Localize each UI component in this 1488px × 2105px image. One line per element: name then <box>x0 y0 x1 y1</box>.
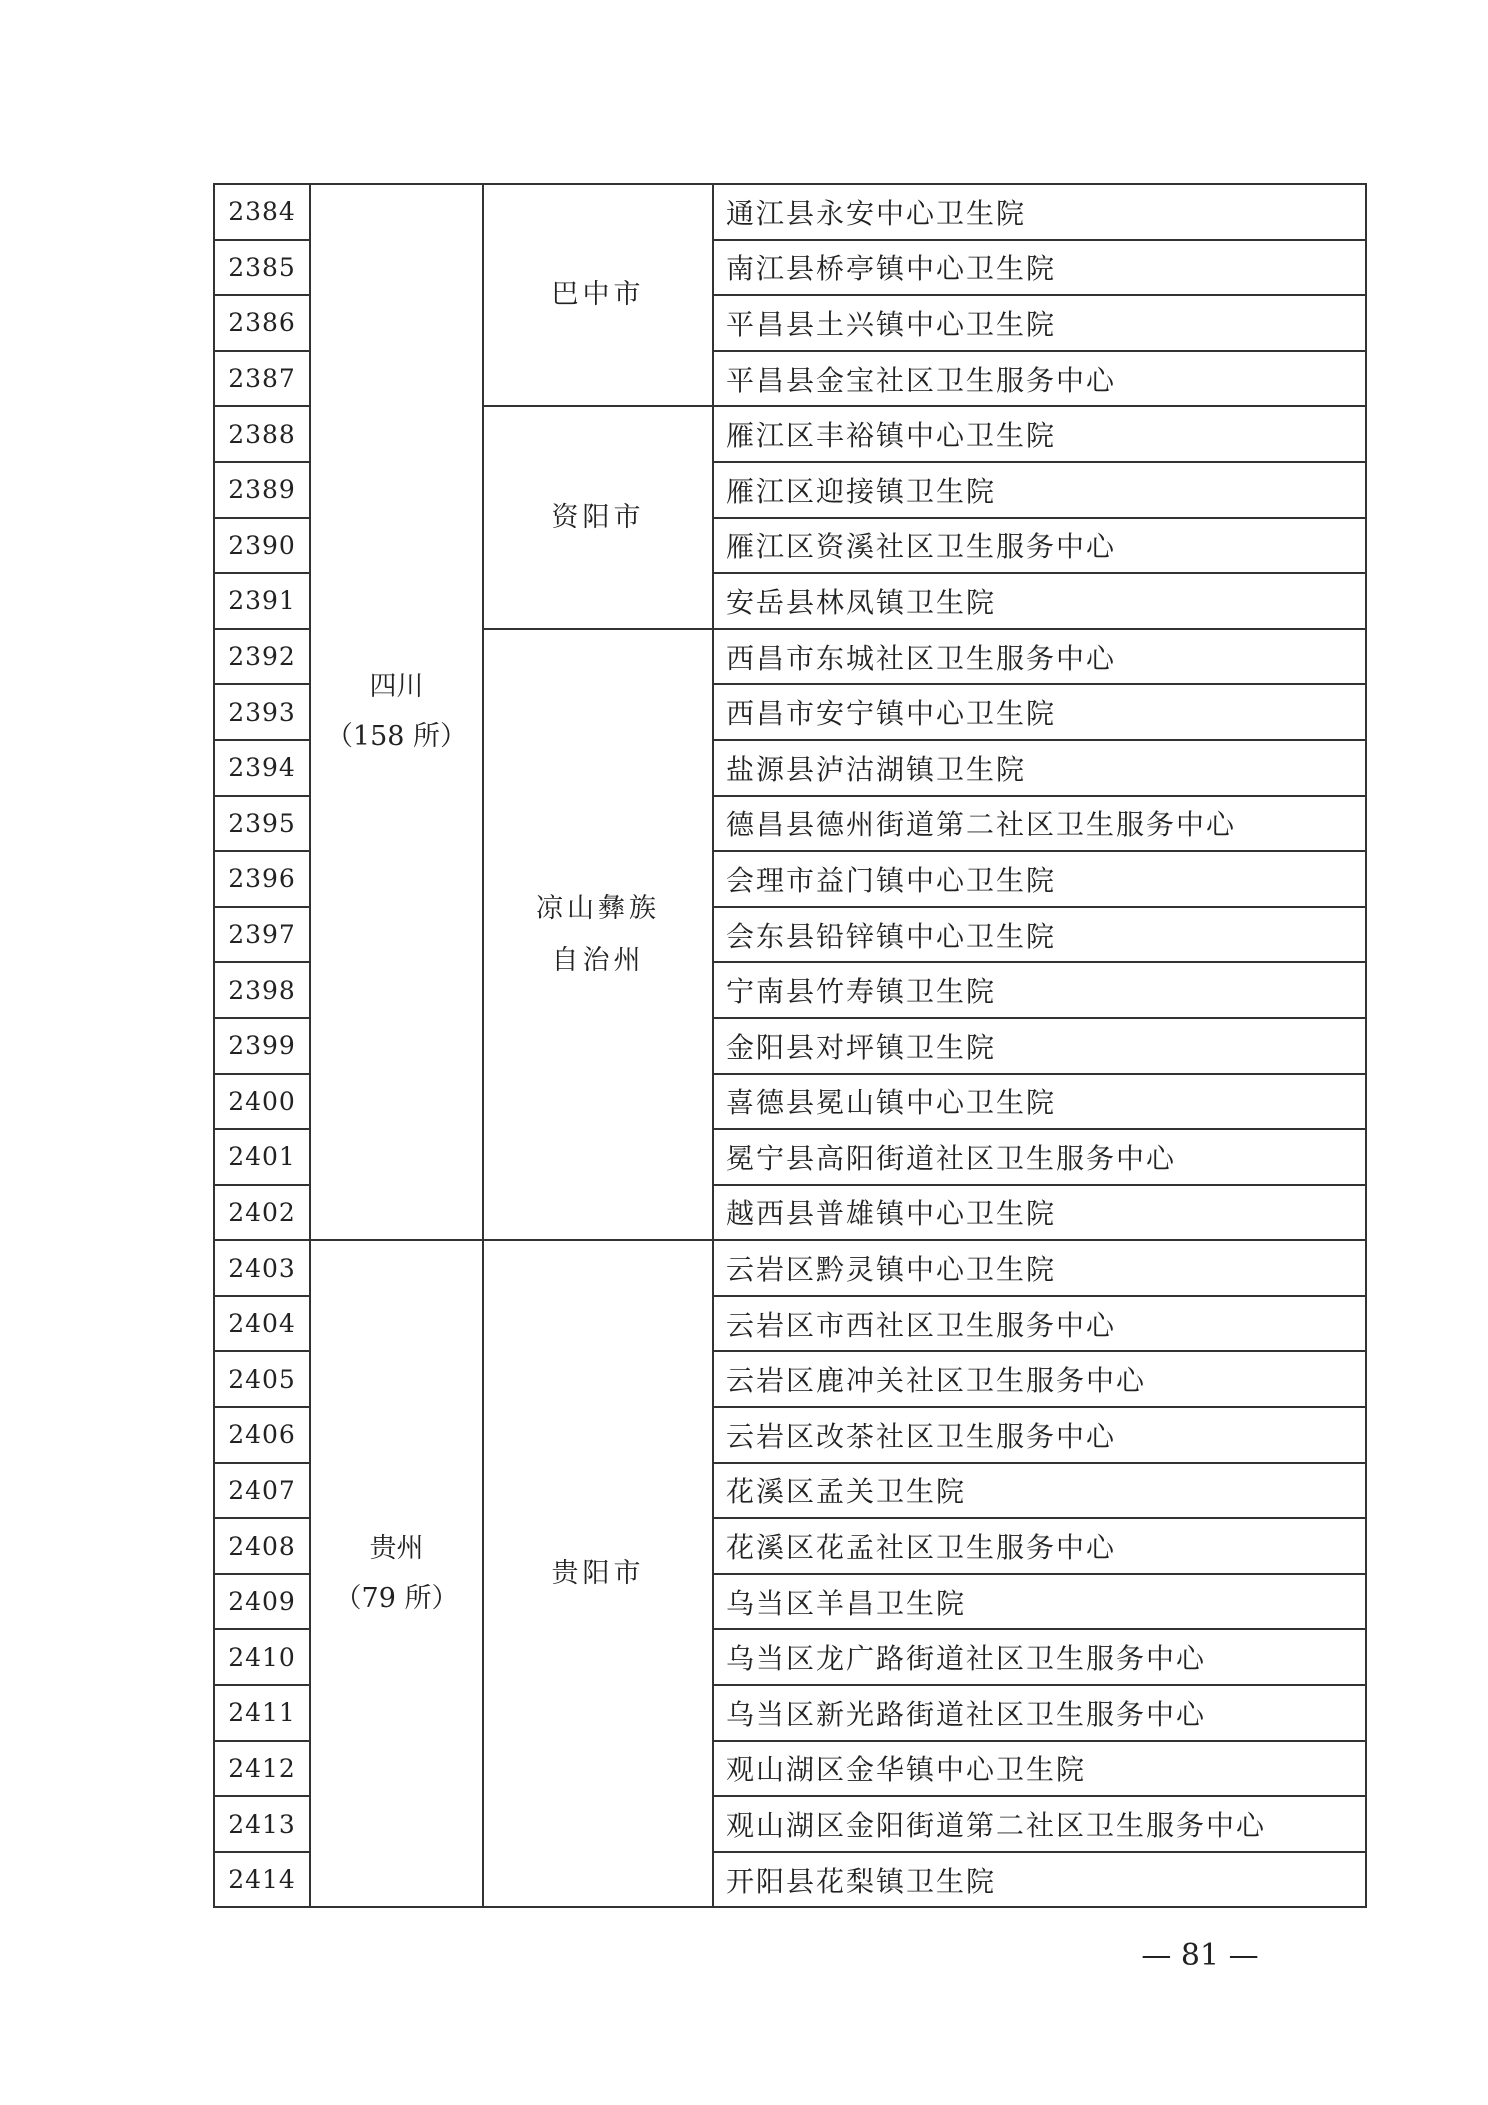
institution-name: 平昌县金宝社区卫生服务中心 <box>713 351 1366 407</box>
row-number: 2407 <box>214 1463 310 1519</box>
institution-name: 通江县永安中心卫生院 <box>713 184 1366 240</box>
row-number: 2399 <box>214 1018 310 1074</box>
row-number: 2398 <box>214 962 310 1018</box>
row-number: 2391 <box>214 573 310 629</box>
province-count: （79 所） <box>334 1582 459 1614</box>
row-number: 2394 <box>214 740 310 796</box>
institution-name: 会东县铅锌镇中心卫生院 <box>713 907 1366 963</box>
institution-name: 乌当区新光路街道社区卫生服务中心 <box>713 1685 1366 1741</box>
page-number: — 81 — <box>1141 1938 1259 1973</box>
province-name: 四川 <box>369 671 424 703</box>
institution-name: 喜德县冕山镇中心卫生院 <box>713 1074 1366 1130</box>
province-sichuan <box>310 184 483 1240</box>
row-number: 2389 <box>214 462 310 518</box>
institution-table <box>213 183 1367 1908</box>
province-name: 贵州 <box>369 1532 424 1564</box>
province-guizhou <box>310 1240 483 1907</box>
city-name: 巴中市 <box>551 279 645 311</box>
row-number: 2384 <box>214 184 310 240</box>
row-number: 2411 <box>214 1685 310 1741</box>
institution-name: 乌当区龙广路街道社区卫生服务中心 <box>713 1629 1366 1685</box>
row-number: 2392 <box>214 629 310 685</box>
row-number: 2413 <box>214 1796 310 1852</box>
row-number: 2401 <box>214 1129 310 1185</box>
institution-name: 云岩区改茶社区卫生服务中心 <box>713 1407 1366 1463</box>
institution-name: 花溪区花孟社区卫生服务中心 <box>713 1518 1366 1574</box>
institution-name: 宁南县竹寿镇卫生院 <box>713 962 1366 1018</box>
institution-name: 乌当区羊昌卫生院 <box>713 1574 1366 1630</box>
city-bazhong <box>483 184 713 406</box>
row-number: 2397 <box>214 907 310 963</box>
institution-name: 越西县普雄镇中心卫生院 <box>713 1185 1366 1241</box>
institution-name: 西昌市东城社区卫生服务中心 <box>713 629 1366 685</box>
institution-name: 雁江区丰裕镇中心卫生院 <box>713 406 1366 462</box>
institution-name: 花溪区孟关卫生院 <box>713 1463 1366 1519</box>
row-number: 2395 <box>214 796 310 852</box>
institution-name: 雁江区迎接镇卫生院 <box>713 462 1366 518</box>
row-number: 2410 <box>214 1629 310 1685</box>
institution-name: 雁江区资溪社区卫生服务中心 <box>713 518 1366 574</box>
city-name: 自治州 <box>551 944 645 976</box>
institution-name: 观山湖区金华镇中心卫生院 <box>713 1741 1366 1797</box>
row-number: 2402 <box>214 1185 310 1241</box>
row-number: 2412 <box>214 1741 310 1797</box>
row-number: 2408 <box>214 1518 310 1574</box>
row-number: 2396 <box>214 851 310 907</box>
table-row <box>214 184 1366 240</box>
institution-name: 金阳县对坪镇卫生院 <box>713 1018 1366 1074</box>
row-number: 2409 <box>214 1574 310 1630</box>
row-number: 2393 <box>214 684 310 740</box>
row-number: 2386 <box>214 295 310 351</box>
row-number: 2414 <box>214 1852 310 1908</box>
city-guiyang <box>483 1240 713 1907</box>
institution-name: 云岩区鹿冲关社区卫生服务中心 <box>713 1351 1366 1407</box>
row-number: 2406 <box>214 1407 310 1463</box>
province-count: （158 所） <box>325 721 468 753</box>
institution-name: 冕宁县高阳街道社区卫生服务中心 <box>713 1129 1366 1185</box>
city-ziyang <box>483 406 713 628</box>
institution-name: 南江县桥亭镇中心卫生院 <box>713 240 1366 296</box>
institution-name: 平昌县土兴镇中心卫生院 <box>713 295 1366 351</box>
row-number: 2403 <box>214 1240 310 1296</box>
institution-name: 云岩区市西社区卫生服务中心 <box>713 1296 1366 1352</box>
institution-name: 安岳县林凤镇卫生院 <box>713 573 1366 629</box>
institution-name: 会理市益门镇中心卫生院 <box>713 851 1366 907</box>
city-name: 资阳市 <box>551 501 645 533</box>
institution-name: 云岩区黔灵镇中心卫生院 <box>713 1240 1366 1296</box>
city-name: 凉山彝族 <box>536 892 660 924</box>
institution-name: 西昌市安宁镇中心卫生院 <box>713 684 1366 740</box>
row-number: 2388 <box>214 406 310 462</box>
table-row <box>214 1240 1366 1296</box>
row-number: 2400 <box>214 1074 310 1130</box>
institution-name: 开阳县花梨镇卫生院 <box>713 1852 1366 1908</box>
city-name: 贵阳市 <box>551 1557 645 1589</box>
institution-name: 盐源县泸沽湖镇卫生院 <box>713 740 1366 796</box>
row-number: 2390 <box>214 518 310 574</box>
row-number: 2385 <box>214 240 310 296</box>
row-number: 2387 <box>214 351 310 407</box>
row-number: 2404 <box>214 1296 310 1352</box>
institution-name: 观山湖区金阳街道第二社区卫生服务中心 <box>713 1796 1366 1852</box>
institution-name: 德昌县德州街道第二社区卫生服务中心 <box>713 796 1366 852</box>
row-number: 2405 <box>214 1351 310 1407</box>
city-liangshan <box>483 629 713 1241</box>
